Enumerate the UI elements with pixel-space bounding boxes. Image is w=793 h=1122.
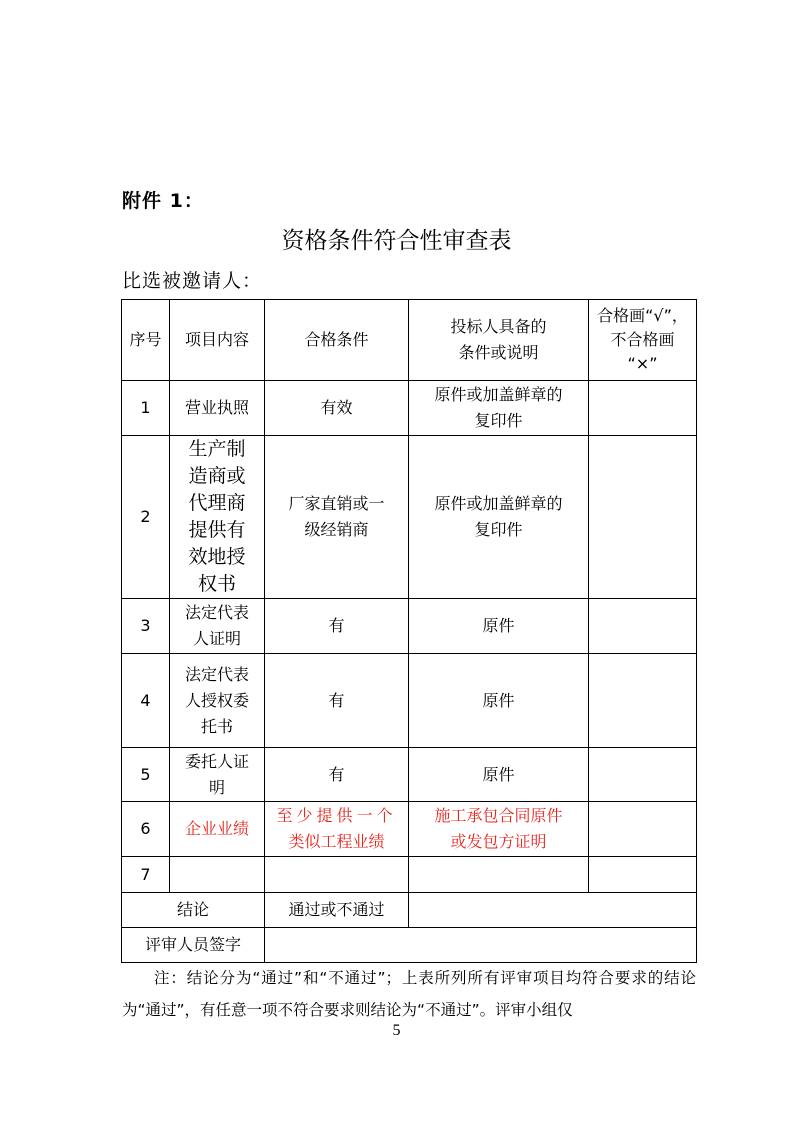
row-result[interactable] — [589, 857, 697, 893]
row-item: 委托人证 明 — [170, 748, 265, 802]
page-number: 5 — [392, 1022, 401, 1039]
attachment-label: 附件 1： — [122, 190, 204, 212]
conclusion-label: 结论 — [122, 893, 265, 928]
row-provided[interactable] — [409, 857, 589, 893]
row-seq: 3 — [122, 599, 170, 654]
row-item: 企业业绩 — [170, 802, 265, 857]
row-result[interactable] — [589, 599, 697, 654]
row-result[interactable] — [589, 802, 697, 857]
row-condition[interactable] — [265, 857, 409, 893]
row-result[interactable] — [589, 381, 697, 436]
conclusion-blank[interactable] — [409, 893, 697, 928]
header-result: 合格画“√”， 不合格画 “×” — [589, 300, 697, 381]
row-item: 法定代表 人授权委 托书 — [170, 654, 265, 748]
row-item: 生产制 造商或 代理商 提供有 效地授 权书 — [170, 436, 265, 599]
row-item: 营业执照 — [170, 381, 265, 436]
row-seq: 6 — [122, 802, 170, 857]
row-seq: 4 — [122, 654, 170, 748]
invitee-label: 比选被邀请人： — [122, 270, 263, 292]
page-title: 资格条件符合性审查表 — [281, 228, 512, 254]
table-row — [122, 748, 697, 802]
row-condition: 有 — [265, 748, 409, 802]
header-provided: 投标人具备的 条件或说明 — [409, 300, 589, 381]
row-condition: 有 — [265, 654, 409, 748]
row-item[interactable] — [170, 857, 265, 893]
header-seq: 序号 — [122, 300, 170, 381]
table-row — [122, 381, 697, 436]
row-provided: 原件或加盖鲜章的 复印件 — [409, 381, 589, 436]
row-condition: 有效 — [265, 381, 409, 436]
conclusion-row — [122, 893, 697, 928]
row-condition: 至少提供一个 类似工程业绩 — [265, 802, 409, 857]
signature-field[interactable] — [265, 928, 697, 963]
table-row — [122, 599, 697, 654]
row-result[interactable] — [589, 748, 697, 802]
qualification-table — [121, 299, 697, 963]
row-provided: 原件 — [409, 599, 589, 654]
row-seq: 2 — [122, 436, 170, 599]
header-item: 项目内容 — [170, 300, 265, 381]
row-provided: 原件 — [409, 748, 589, 802]
table-row — [122, 436, 697, 599]
signature-label: 评审人员签字 — [122, 928, 265, 963]
row-condition: 有 — [265, 599, 409, 654]
row-condition: 厂家直销或一 级经销商 — [265, 436, 409, 599]
row-item: 法定代表 人证明 — [170, 599, 265, 654]
note-text: 注：结论分为“通过”和“不通过”；上表所列所有评审项目均符合要求的结论为“通过”，有任意一项不符合要求则结论为“不通过”。评审小组仅 — [122, 969, 696, 1019]
header-condition: 合格条件 — [265, 300, 409, 381]
row-seq: 5 — [122, 748, 170, 802]
row-provided: 施工承包合同原件 或发包方证明 — [409, 802, 589, 857]
row-result[interactable] — [589, 436, 697, 599]
table-row — [122, 654, 697, 748]
row-provided: 原件 — [409, 654, 589, 748]
table-header-row — [122, 300, 697, 381]
table-row — [122, 802, 697, 857]
row-seq: 7 — [122, 857, 170, 893]
row-result[interactable] — [589, 654, 697, 748]
row-seq: 1 — [122, 381, 170, 436]
table-row — [122, 857, 697, 893]
signature-row — [122, 928, 697, 963]
conclusion-value: 通过或不通过 — [265, 893, 409, 928]
row-provided: 原件或加盖鲜章的 复印件 — [409, 436, 589, 599]
